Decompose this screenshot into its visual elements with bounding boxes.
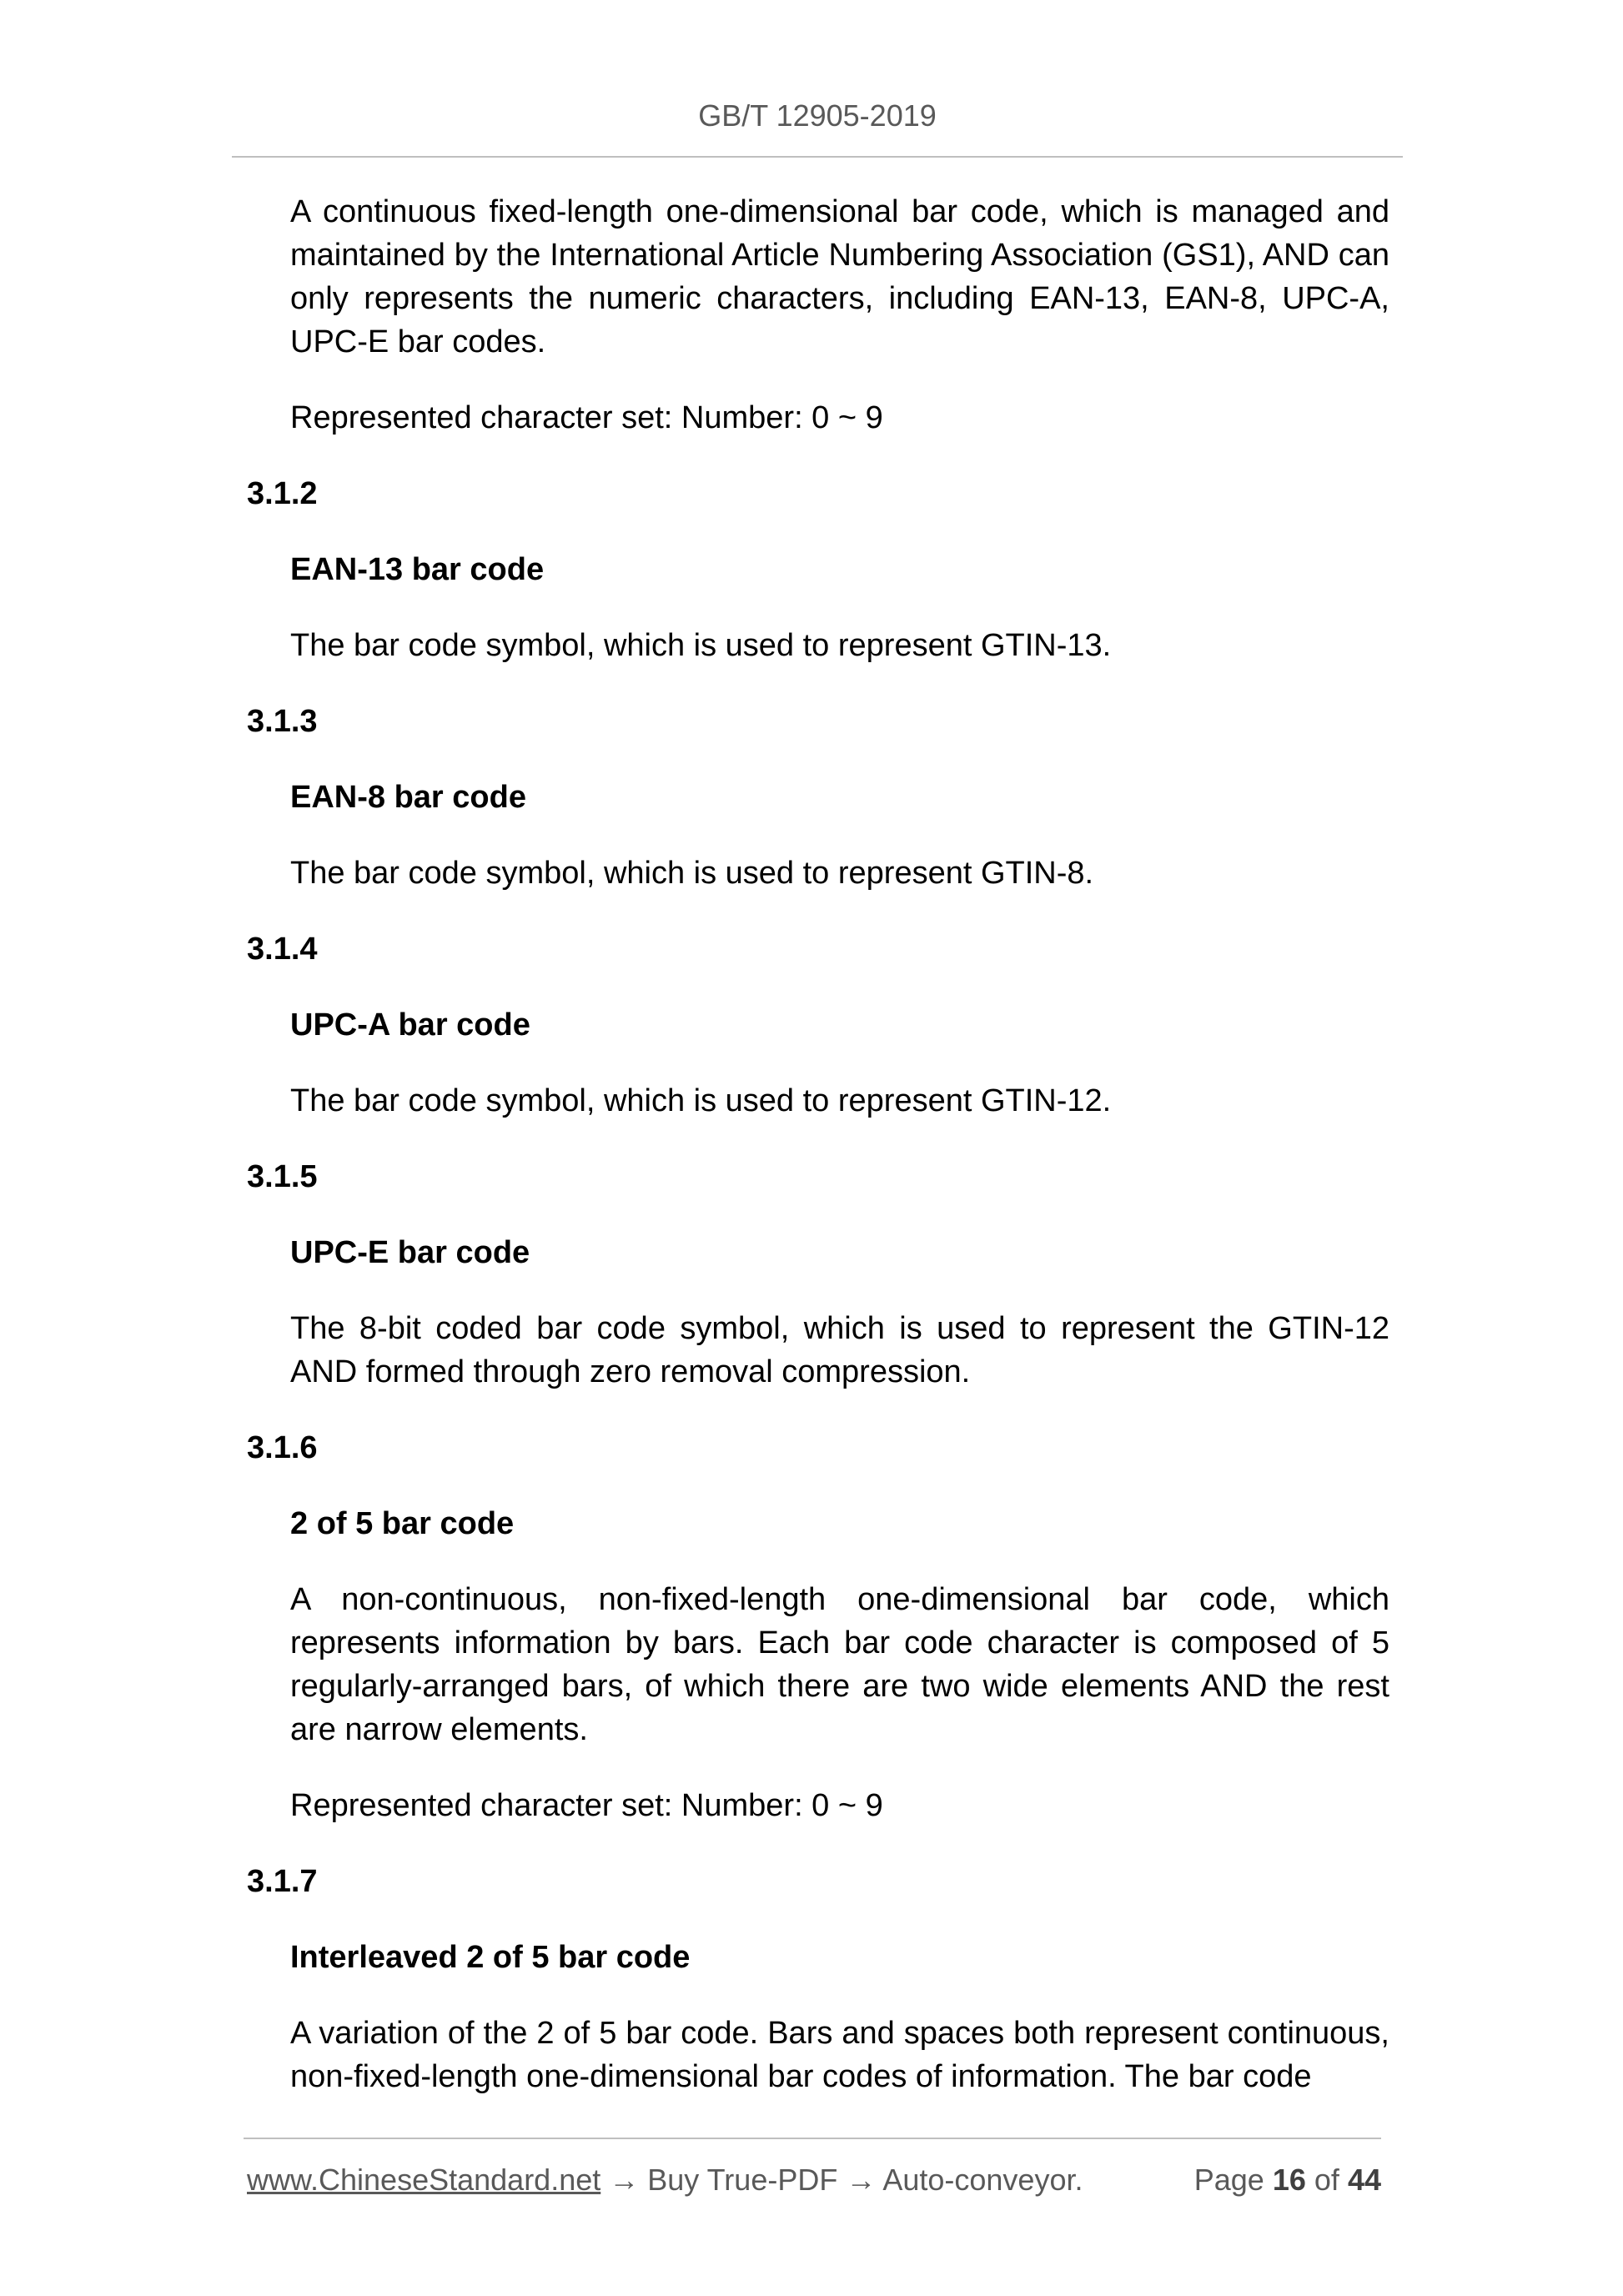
page-label: Page bbox=[1193, 2163, 1264, 2197]
document-body bbox=[247, 190, 1389, 2098]
page-footer bbox=[247, 2162, 1381, 2198]
section-number: 3.1.3 bbox=[247, 704, 318, 739]
page-of-label: of bbox=[1314, 2163, 1339, 2197]
section-term: UPC-A bar code bbox=[290, 1007, 530, 1042]
section-number: 3.1.2 bbox=[247, 476, 318, 511]
page-current: 16 bbox=[1272, 2163, 1306, 2197]
section-definition: The bar code symbol, which is used to represent GTIN-8. bbox=[290, 856, 1094, 891]
section-number: 3.1.5 bbox=[247, 1159, 318, 1194]
section-term: Interleaved 2 of 5 bar code bbox=[290, 1940, 691, 1975]
footer-divider bbox=[244, 2138, 1381, 2139]
intro-paragraph: A continuous fixed-length one-dimensional bar code, which is managed and maintained by the International Article Numbering Association (GS1), AND can only represents the numeric characters, including EAN-13, EAN-8, UPC-A, UPC-E bar codes. bbox=[290, 194, 1389, 359]
section-definition: The bar code symbol, which is used to represent GTIN-12. bbox=[290, 1083, 1112, 1118]
intro-charset: Represented character set: Number: 0 ~ 9 bbox=[290, 400, 883, 435]
header-divider bbox=[232, 156, 1403, 158]
section-term: 2 of 5 bar code bbox=[290, 1506, 515, 1541]
section-term: UPC-E bar code bbox=[290, 1235, 530, 1270]
promo-text: → Buy True-PDF → Auto-conveyor. bbox=[609, 2163, 1083, 2197]
section-definition: The bar code symbol, which is used to represent GTIN-13. bbox=[290, 628, 1112, 663]
page-total: 44 bbox=[1347, 2163, 1381, 2197]
section-note: Represented character set: Number: 0 ~ 9 bbox=[290, 1788, 883, 1823]
website-link[interactable]: www.ChineseStandard.net bbox=[247, 2163, 601, 2197]
section-term: EAN-13 bar code bbox=[290, 552, 545, 587]
section-number: 3.1.7 bbox=[247, 1864, 318, 1899]
section-definition: A variation of the 2 of 5 bar code. Bars and spaces both represent continuous, non-fixed-length one-dimensional bar codes of information. The bar code bbox=[290, 2016, 1389, 2094]
section-number: 3.1.6 bbox=[247, 1430, 318, 1465]
page-indicator bbox=[1194, 2162, 1381, 2198]
section-term: EAN-8 bar code bbox=[290, 780, 526, 815]
page-header: GB/T 12905-2019 bbox=[698, 98, 937, 133]
section-definition: A non-continuous, non-fixed-length one-dimensional bar code, which represents information by bars. Each bar code character is composed of 5 regularly-arranged bars, of which there are two wide elements AND the rest are narrow elements. bbox=[290, 1582, 1389, 1747]
section-definition: The 8-bit coded bar code symbol, which is used to represent the GTIN-12 AND formed through zero removal compression. bbox=[290, 1311, 1389, 1389]
section-number: 3.1.4 bbox=[247, 932, 318, 967]
